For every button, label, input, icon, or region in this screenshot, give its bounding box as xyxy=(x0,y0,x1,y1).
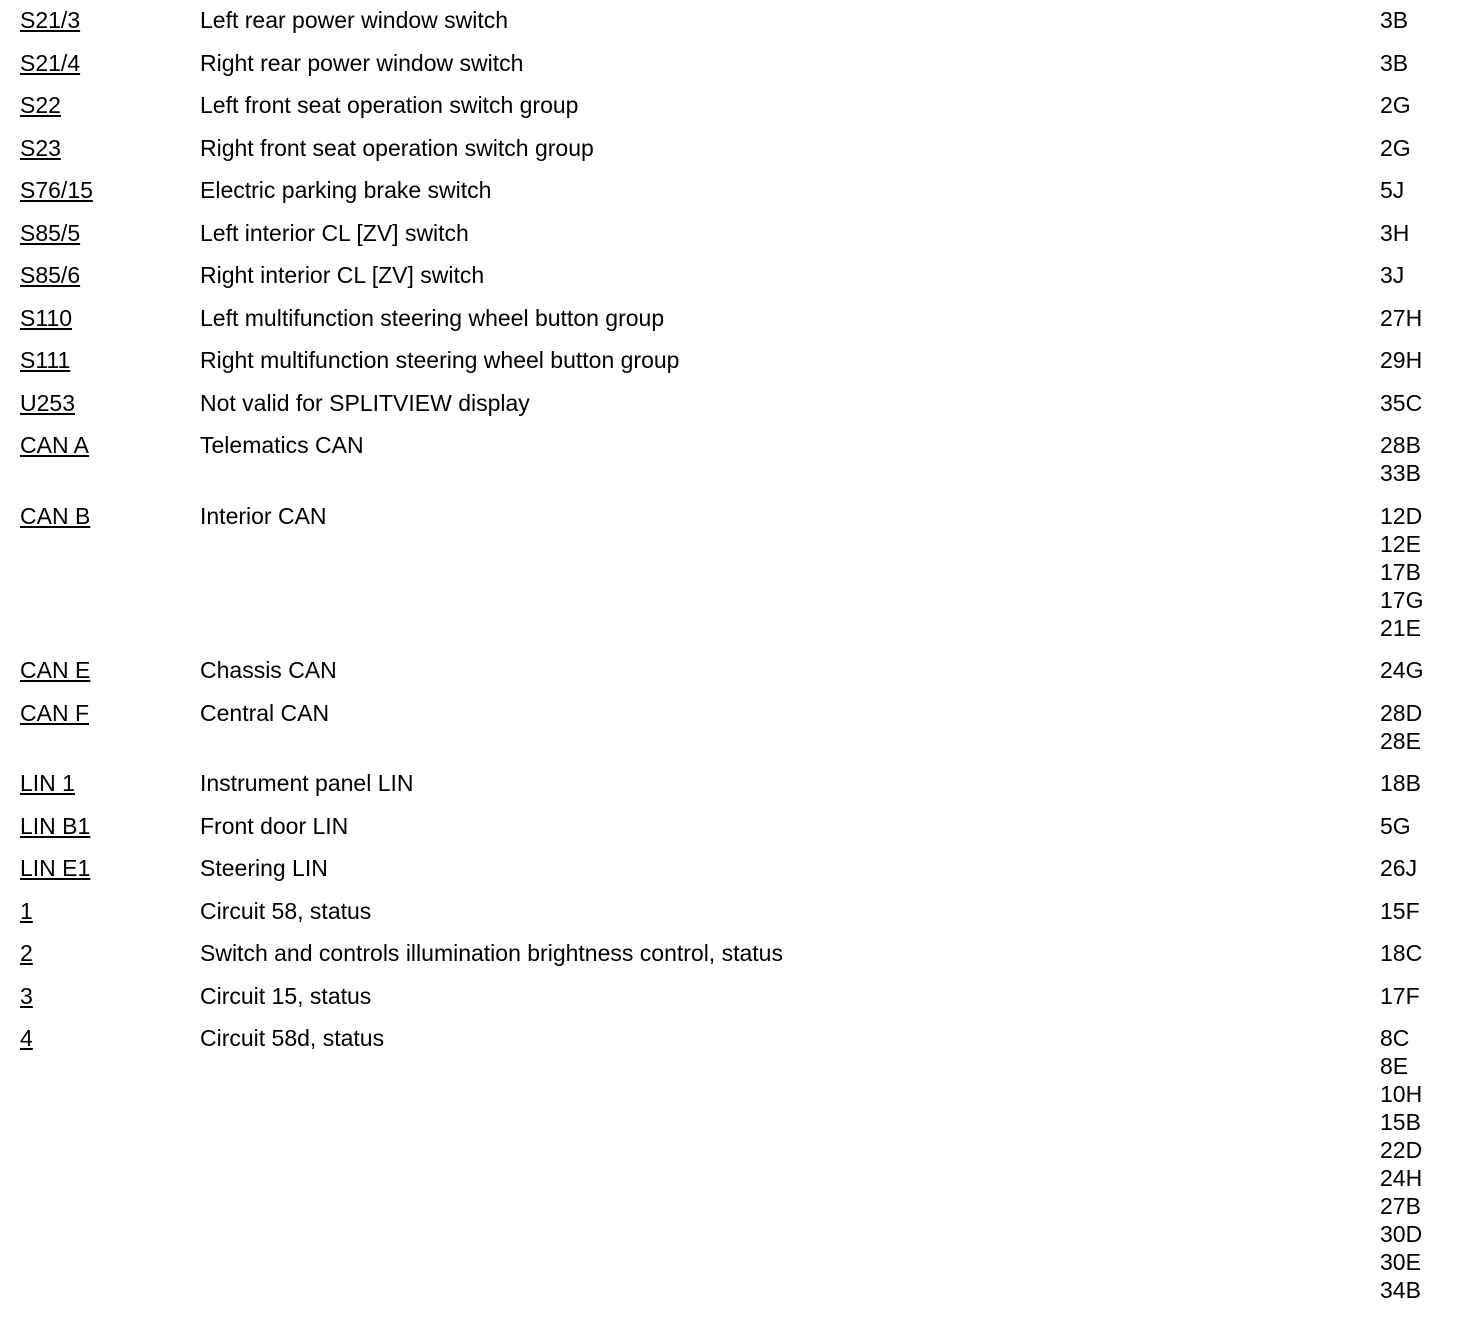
grid-reference: 8C xyxy=(1380,1025,1410,1051)
grid-reference: 3J xyxy=(1380,262,1405,288)
component-code-link[interactable]: S111 xyxy=(20,347,71,373)
grid-references xyxy=(1380,769,1460,797)
component-description: Right interior CL [ZV] switch xyxy=(200,262,485,288)
component-description: Front door LIN xyxy=(200,812,349,839)
component-code-cell xyxy=(20,389,200,417)
grid-reference: 21E xyxy=(1380,614,1421,641)
component-code-link[interactable]: S85/6 xyxy=(20,262,81,288)
grid-reference: 18B xyxy=(1380,770,1421,796)
component-code-link[interactable]: S110 xyxy=(20,304,73,331)
component-code-cell xyxy=(20,304,200,332)
component-code-link[interactable]: LIN 1 xyxy=(20,770,75,796)
legend-row xyxy=(20,812,1460,840)
legend-row xyxy=(20,699,1460,755)
grid-reference: 12D xyxy=(1380,502,1423,529)
component-code-link[interactable]: 3 xyxy=(20,982,33,1009)
grid-references xyxy=(1380,502,1460,642)
component-description: Left rear power window switch xyxy=(200,7,509,33)
grid-reference: 28E xyxy=(1380,727,1421,754)
legend-row xyxy=(20,261,1460,289)
component-code-cell xyxy=(20,6,200,34)
grid-references xyxy=(1380,304,1460,332)
component-code-cell xyxy=(20,431,200,459)
grid-reference: 27B xyxy=(1380,1193,1421,1219)
legend-row xyxy=(20,939,1460,967)
legend-row xyxy=(20,431,1460,487)
grid-reference: 3B xyxy=(1380,49,1409,76)
component-code-link[interactable]: S76/15 xyxy=(20,177,93,203)
component-description: Not valid for SPLITVIEW display xyxy=(200,389,530,416)
component-code-link[interactable]: LIN E1 xyxy=(20,855,91,881)
component-code-cell xyxy=(20,939,200,967)
component-code-link[interactable]: LIN B1 xyxy=(20,812,91,839)
component-description: Telematics CAN xyxy=(200,432,364,458)
legend-row xyxy=(20,897,1460,925)
component-description: Left multifunction steering wheel button group xyxy=(200,304,665,331)
component-code-link[interactable]: S23 xyxy=(20,134,61,161)
grid-reference: 28D xyxy=(1380,699,1423,726)
legend-row xyxy=(20,6,1460,34)
component-description: Left front seat operation switch group xyxy=(200,92,579,118)
legend-row xyxy=(20,854,1460,882)
grid-reference: 17F xyxy=(1380,982,1420,1009)
grid-references xyxy=(1380,699,1460,755)
component-code-cell xyxy=(20,1024,200,1052)
legend-row xyxy=(20,1024,1460,1304)
grid-references xyxy=(1380,389,1460,417)
legend-row xyxy=(20,346,1460,374)
component-code-cell xyxy=(20,176,200,204)
legend-row xyxy=(20,389,1460,417)
component-code-link[interactable]: 4 xyxy=(20,1025,33,1051)
grid-references xyxy=(1380,982,1460,1010)
legend-row xyxy=(20,49,1460,77)
grid-reference: 24G xyxy=(1380,657,1424,683)
legend-row xyxy=(20,91,1460,119)
component-code-cell xyxy=(20,219,200,247)
grid-reference: 28B xyxy=(1380,432,1421,458)
component-code-link[interactable]: S85/5 xyxy=(20,219,81,246)
component-code-cell xyxy=(20,854,200,882)
component-description: Circuit 15, status xyxy=(200,982,372,1009)
grid-reference: 15F xyxy=(1380,897,1420,924)
component-description: Instrument panel LIN xyxy=(200,770,414,796)
grid-reference: 12E xyxy=(1380,530,1421,557)
component-description: Steering LIN xyxy=(200,855,328,881)
component-code-cell xyxy=(20,134,200,162)
grid-reference: 10H xyxy=(1380,1081,1423,1107)
legend-row xyxy=(20,656,1460,684)
grid-reference: 29H xyxy=(1380,347,1423,373)
grid-reference: 3H xyxy=(1380,219,1410,246)
component-description: Central CAN xyxy=(200,699,330,726)
component-code-cell xyxy=(20,982,200,1010)
component-description: Circuit 58, status xyxy=(200,897,372,924)
component-code-cell xyxy=(20,656,200,684)
grid-references xyxy=(1380,939,1460,967)
component-code-cell xyxy=(20,261,200,289)
grid-reference: 24H xyxy=(1380,1165,1423,1191)
component-description: Circuit 58d, status xyxy=(200,1025,385,1051)
legend-row xyxy=(20,176,1460,204)
component-description: Left interior CL [ZV] switch xyxy=(200,219,469,246)
grid-reference: 18C xyxy=(1380,940,1423,966)
grid-reference: 26J xyxy=(1380,855,1418,881)
grid-reference: 5G xyxy=(1380,812,1411,839)
component-code-cell xyxy=(20,49,200,77)
component-code-cell xyxy=(20,897,200,925)
grid-references xyxy=(1380,346,1460,374)
component-description: Right rear power window switch xyxy=(200,49,524,76)
component-code-link[interactable]: CAN E xyxy=(20,657,91,683)
grid-references xyxy=(1380,176,1460,204)
grid-reference: 17G xyxy=(1380,586,1424,613)
component-code-link[interactable]: S22 xyxy=(20,92,61,118)
grid-references xyxy=(1380,656,1460,684)
grid-references xyxy=(1380,49,1460,77)
legend-row xyxy=(20,982,1460,1010)
grid-reference: 17B xyxy=(1380,558,1421,585)
component-code-link[interactable]: U253 xyxy=(20,389,75,416)
grid-references xyxy=(1380,1024,1460,1304)
component-code-cell xyxy=(20,91,200,119)
component-code-cell xyxy=(20,502,200,530)
component-description: Right front seat operation switch group xyxy=(200,134,594,161)
grid-references xyxy=(1380,219,1460,247)
component-description: Electric parking brake switch xyxy=(200,177,492,203)
component-code-cell xyxy=(20,699,200,727)
legend-row xyxy=(20,304,1460,332)
grid-references xyxy=(1380,431,1460,487)
grid-references xyxy=(1380,812,1460,840)
component-description: Switch and controls illumination brightness control, status xyxy=(200,940,783,966)
grid-reference: 5J xyxy=(1380,177,1405,203)
component-description: Right multifunction steering wheel button group xyxy=(200,347,680,373)
grid-reference: 2G xyxy=(1380,134,1411,161)
grid-references xyxy=(1380,261,1460,289)
component-code-cell xyxy=(20,812,200,840)
grid-reference: 27H xyxy=(1380,304,1423,331)
legend-row xyxy=(20,769,1460,797)
component-legend-table xyxy=(20,6,1460,1319)
grid-references xyxy=(1380,897,1460,925)
component-code-link[interactable]: S21/3 xyxy=(20,7,81,33)
grid-reference: 3B xyxy=(1380,7,1409,33)
legend-row xyxy=(20,219,1460,247)
legend-row xyxy=(20,134,1460,162)
grid-reference: 22D xyxy=(1380,1137,1423,1163)
component-code-link[interactable]: 1 xyxy=(20,897,33,924)
component-description: Chassis CAN xyxy=(200,657,337,683)
component-code-link[interactable]: CAN B xyxy=(20,502,91,529)
component-description: Interior CAN xyxy=(200,502,327,529)
grid-reference: 34B xyxy=(1380,1277,1421,1303)
grid-reference: 15B xyxy=(1380,1109,1421,1135)
grid-references xyxy=(1380,134,1460,162)
grid-reference: 30E xyxy=(1380,1249,1421,1275)
component-code-cell xyxy=(20,346,200,374)
grid-reference: 33B xyxy=(1380,460,1421,486)
grid-references xyxy=(1380,91,1460,119)
component-code-link[interactable]: 2 xyxy=(20,940,33,966)
grid-reference: 2G xyxy=(1380,92,1411,118)
grid-reference: 30D xyxy=(1380,1221,1423,1247)
grid-reference: 8E xyxy=(1380,1053,1409,1079)
component-code-link[interactable]: CAN A xyxy=(20,432,90,458)
component-code-link[interactable]: S21/4 xyxy=(20,49,81,76)
grid-references xyxy=(1380,6,1460,34)
grid-references xyxy=(1380,854,1460,882)
grid-reference: 35C xyxy=(1380,389,1423,416)
component-code-link[interactable]: CAN F xyxy=(20,699,89,726)
legend-row xyxy=(20,502,1460,642)
component-code-cell xyxy=(20,769,200,797)
